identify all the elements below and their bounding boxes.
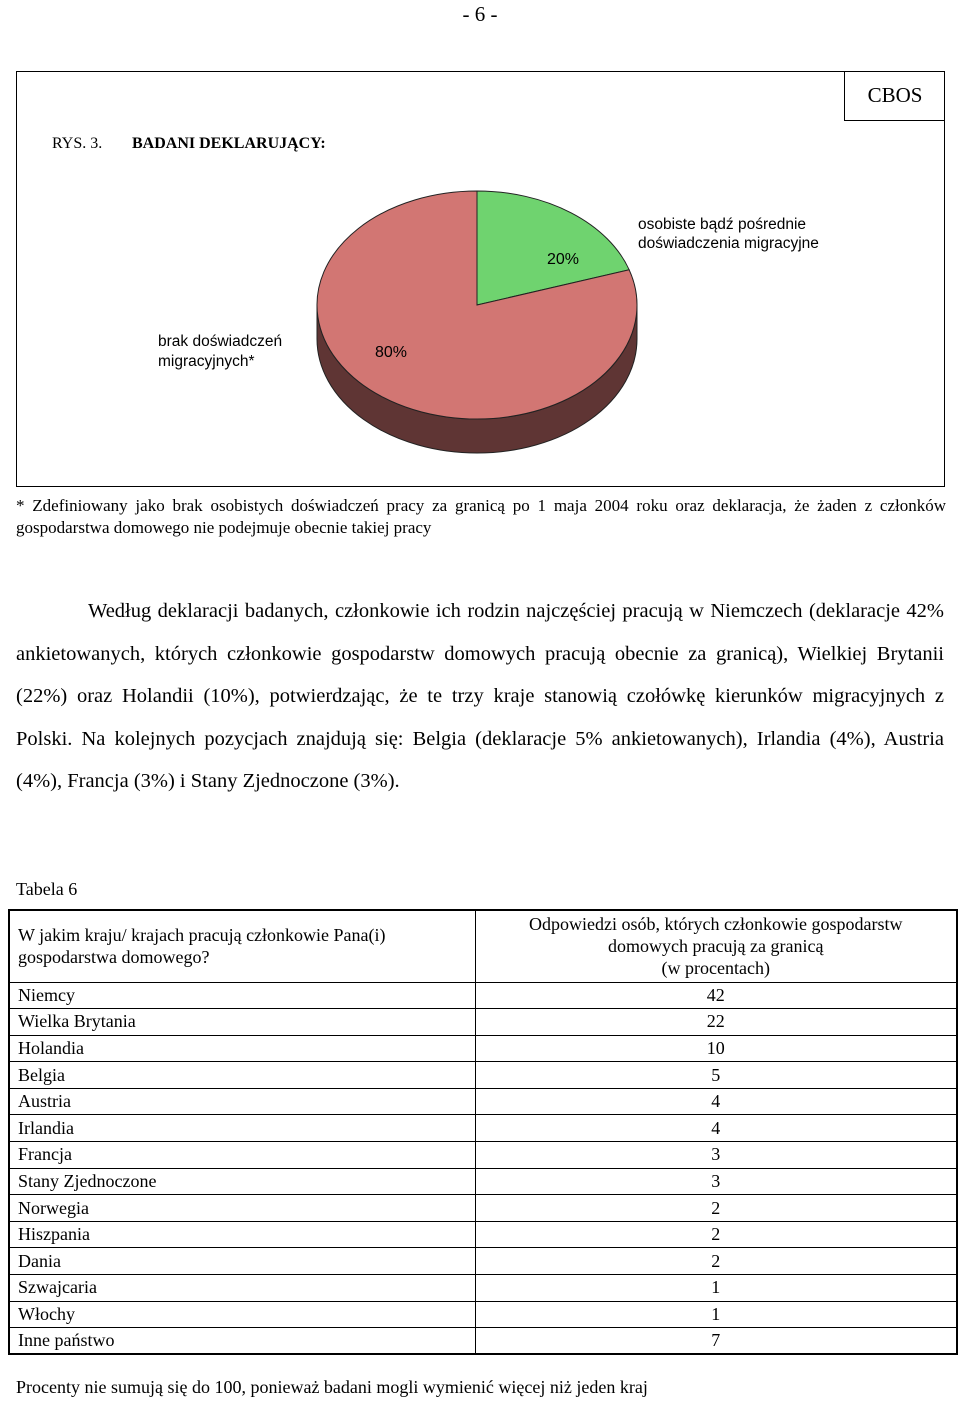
value-cell: 4 <box>475 1115 957 1142</box>
value-cell: 2 <box>475 1221 957 1248</box>
table-row <box>9 1115 957 1142</box>
table-note: Procenty nie sumują się do 100, ponieważ badani mogli wymienić więcej niż jeden kraj <box>16 1377 648 1397</box>
answer-header-line-1: Odpowiedzi osób, których członkowie gospodarstw <box>529 914 903 935</box>
value-cell: 3 <box>475 1142 957 1169</box>
country-cell: Norwegia <box>9 1195 475 1222</box>
country-cell: Dania <box>9 1248 475 1275</box>
figure-label: RYS. 3. <box>52 135 103 152</box>
country-cell: Inne państwo <box>9 1328 475 1355</box>
country-cell: Włochy <box>9 1301 475 1328</box>
value-cell: 42 <box>475 982 957 1009</box>
value-cell: 22 <box>475 1009 957 1036</box>
slice-label-green: 20% <box>546 251 580 268</box>
table-row <box>9 1142 957 1169</box>
country-cell: Belgia <box>9 1062 475 1089</box>
country-cell: Irlandia <box>9 1115 475 1142</box>
table-header-row <box>9 910 957 982</box>
value-cell: 5 <box>475 1062 957 1089</box>
table-row <box>9 1195 957 1222</box>
table-row <box>9 982 957 1009</box>
body-paragraph <box>16 590 944 803</box>
value-cell: 4 <box>475 1088 957 1115</box>
answer-header-line-3: (w procentach) <box>661 958 770 979</box>
country-cell: Hiszpania <box>9 1221 475 1248</box>
legend-green-line-2: doświadczenia migracyjne <box>638 235 819 252</box>
table-row <box>9 1035 957 1062</box>
page-number: - 6 - <box>462 2 498 26</box>
country-cell: Wielka Brytania <box>9 1009 475 1036</box>
answer-header <box>475 910 957 982</box>
country-cell: Holandia <box>9 1035 475 1062</box>
table-row <box>9 1221 957 1248</box>
table-row <box>9 1328 957 1355</box>
table-row <box>9 1009 957 1036</box>
source-label: CBOS <box>844 71 945 121</box>
table-caption: Tabela 6 <box>16 879 78 899</box>
country-cell: Szwajcaria <box>9 1275 475 1302</box>
country-cell: Austria <box>9 1088 475 1115</box>
country-cell: Stany Zjednoczone <box>9 1168 475 1195</box>
value-cell: 1 <box>475 1301 957 1328</box>
table-row <box>9 1248 957 1275</box>
value-cell: 2 <box>475 1195 957 1222</box>
table-row <box>9 1168 957 1195</box>
legend-red-line-2: migracyjnych* <box>158 353 255 370</box>
footnote: * Zdefiniowany jako brak osobistych doświadczeń pracy za granicą po 1 maja 2004 roku oraz deklaracja, że żaden z członków gospodarstwa domowego nie podejmuje obecnie takiej pracy <box>16 496 946 537</box>
pie-chart <box>0 0 960 490</box>
figure-title: BADANI DEKLARUJĄCY: <box>132 135 326 152</box>
question-header: W jakim kraju/ krajach pracują członkowie Pana(i) gospodarstwa domowego? <box>9 910 475 982</box>
value-cell: 7 <box>475 1328 957 1355</box>
value-cell: 3 <box>475 1168 957 1195</box>
legend-green-line-1: osobiste bądź pośrednie <box>638 216 807 233</box>
value-cell: 10 <box>475 1035 957 1062</box>
value-cell: 1 <box>475 1275 957 1302</box>
value-cell: 2 <box>475 1248 957 1275</box>
paragraph-text: Według deklaracji badanych, członkowie ich rodzin najczęściej pracują w Niemczech (deklaracje 42% ankietowanych, których członkowie gospodarstw domowych pracują obecnie za granicą), Wielkiej Brytanii (22%) oraz Holandii (10%), potwierdzając, że te trzy kraje stanowią czołówkę kierunków migracyjnych z Polski. Na kolejnych pozycjach znajdują się: Belgia (deklaracje 5% ankietowanych), Irlandia (4%), Austria (4%), Francja (3%) i Stany Zjednoczone (3%). <box>16 600 944 793</box>
countries-table <box>8 909 958 1355</box>
slice-label-red: 80% <box>374 344 408 361</box>
table-row <box>9 1275 957 1302</box>
table-row <box>9 1301 957 1328</box>
legend-red-line-1: brak doświadczeń <box>158 333 283 350</box>
table-row <box>9 1062 957 1089</box>
country-cell: Francja <box>9 1142 475 1169</box>
country-cell: Niemcy <box>9 982 475 1009</box>
answer-header-line-2: domowych pracują za granicą <box>608 936 824 957</box>
table-row <box>9 1088 957 1115</box>
